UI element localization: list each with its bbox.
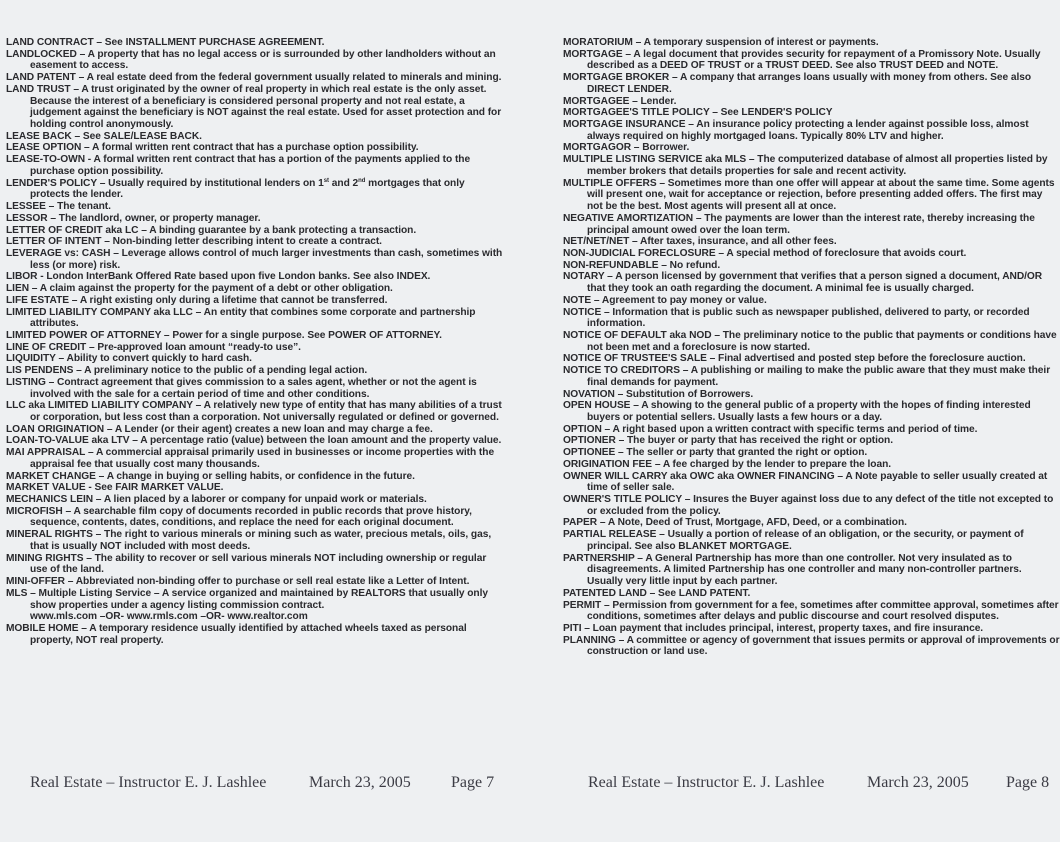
glossary-entry: PARTNERSHIP – A General Partnership has more than one controller. Not very insulated as to disagreements. A limited Partnership has one controller and many non-controller partners. Usually very little input by each partner. [563, 552, 1022, 588]
footer-title: Real Estate – Instructor E. J. Lashlee [30, 774, 267, 791]
glossary-entry: LENDER'S POLICY – Usually required by institutional lenders on 1st and 2nd mortgages that only protects the lender. [6, 177, 465, 201]
glossary-entry: NON-REFUNDABLE – No refund. [563, 259, 721, 271]
glossary-entry: OWNER'S TITLE POLICY – Insures the Buyer against loss due to any defect of the title not excepted to or excluded from the policy. [563, 494, 1054, 517]
glossary-entry: NOTE – Agreement to pay money or value. [563, 294, 767, 306]
glossary-entry: LISTING – Contract agreement that gives commission to a sales agent, whether or not the agent is involved with the sale for a certain period of time and other conditions. [6, 376, 477, 400]
glossary-entry: LLC aka LIMITED LIABILITY COMPANY – A relatively new type of entity that has many abilities of a trust or corporation, but less cost than a corporation. Not universally regulated or defined or governed. [6, 400, 502, 423]
glossary-entry: OPTIONER – The buyer or party that has received the right or option. [563, 435, 894, 447]
glossary-entry: MORTGAGE INSURANCE – An insurance policy protecting a lender against possible loss, almost always required on highly mortgaged loans. Typically 80% LTV and higher. [563, 119, 1029, 142]
glossary-entry: NOVATION – Substitution of Borrowers. [563, 388, 754, 400]
footer-title: Real Estate – Instructor E. J. Lashlee [588, 774, 825, 791]
footer-page-number: Page 7 [451, 774, 495, 791]
glossary-entry: MINING RIGHTS – The ability to recover or sell various minerals NOT including ownership or regular use of the land. [6, 552, 487, 576]
glossary-entry: MINERAL RIGHTS – The right to various minerals or mining such as water, precious metals, oils, gas, that is usually NOT included with most deeds. [6, 529, 492, 552]
glossary-entry: OWNER WILL CARRY aka OWC aka OWNER FINANCING – A Note payable to seller usually created at time of seller sale. [563, 470, 1048, 494]
glossary-entry: NOTICE OF TRUSTEE'S SALE – Final advertised and posted step before the foreclosure auction. [563, 353, 1026, 365]
glossary-entry: NET/NET/NET – After taxes, insurance, and all other fees. [563, 236, 837, 248]
glossary-entry: LAND CONTRACT – See INSTALLMENT PURCHASE AGREEMENT. [6, 37, 325, 48]
glossary-entry: OPTION – A right based upon a written contract with specific terms and period of time. [563, 423, 978, 435]
glossary-entry: NOTARY – A person licensed by government that verifies that a person signed a document, AND/OR that they took an oath regarding the document. A minimal fee is usually charged. [563, 271, 1043, 295]
footer-page-number: Page 8 [1006, 774, 1050, 791]
glossary-entry: LESSOR – The landlord, owner, or property manager. [6, 212, 261, 224]
glossary-entry: PAPER – A Note, Deed of Trust, Mortgage, AFD, Deed, or a combination. [563, 517, 907, 529]
glossary-entry: MICROFISH – A searchable film copy of documents recorded in public records that prove history, sequence, contents, dates, conditions, and replace the need for each original document. [6, 505, 472, 529]
glossary-entry: MINI-OFFER – Abbreviated non-binding offer to purchase or sell real estate like a Letter of Intent. [6, 576, 470, 588]
glossary-entry: PERMIT – Permission from government for a fee, sometimes after committee approval, sometimes after conditions, sometimes after delays and public discourse and court resolved disputes. [563, 599, 1059, 623]
glossary-entry: OPEN HOUSE – A showing to the general public of a property with the hopes of finding interested buyers or potential sellers. Usually lasts a few hours or a day. [563, 400, 1031, 423]
glossary-entry: PATENTED LAND – See LAND PATENT. [563, 587, 751, 599]
glossary-entry: PARTIAL RELEASE – Usually a portion of release of an obligation, or the security, or payment of principal. See also BLANKET MORTGAGE. [563, 529, 1024, 552]
glossary-entry: LAND TRUST – A trust originated by the owner of real property in which real estate is the only asset. Because the interest of a beneficiary is considered personal property and not real estate, a judgement against the beneficiary is NOT against the real estate. Used for asset protection and for holding control anonymously. [6, 83, 502, 131]
glossary-entry: LEASE-TO-OWN - A formal written rent contract that has a portion of the payments applied to the purchase option possibility. [6, 154, 471, 177]
glossary-entry: LIMITED LIABILITY COMPANY aka LLC – An entity that combines some corporate and partnership attributes. [6, 306, 476, 330]
glossary-entry: MORTGAGOR – Borrower. [563, 142, 690, 154]
glossary-entry: LAND PATENT – A real estate deed from the federal government usually related to minerals and mining. [6, 72, 502, 84]
glossary-entry: LESSEE – The tenant. [6, 201, 111, 213]
glossary-entry: MORTGAGE BROKER – A company that arranges loans usually with money from others. See also DIRECT LENDER. [563, 72, 1032, 95]
glossary-entry: MORATORIUM – A temporary suspension of interest or payments. [563, 37, 879, 48]
footer-date: March 23, 2005 [309, 774, 411, 791]
glossary-list [563, 37, 1060, 658]
glossary-entry: ORIGINATION FEE – A fee charged by the lender to prepare the loan. [563, 458, 892, 470]
glossary-entry: MOBILE HOME – A temporary residence usually identified by attached wheels taxed as personal property, NOT real property. [6, 622, 467, 646]
glossary-entry: MULTIPLE OFFERS – Sometimes more than one offer will appear at about the same time. Some agents will present one, wait for acceptance or rejection, before presenting added offers. The first may not be the best. Most agents will present all at once. [563, 177, 1055, 213]
glossary-entry: LIMITED POWER OF ATTORNEY – Power for a single purpose. See POWER OF ATTORNEY. [6, 329, 442, 341]
footer-date: March 23, 2005 [867, 774, 969, 791]
glossary-entry: NOTICE – Information that is public such as newspaper published, delivered to party, or recorded information. [563, 306, 1030, 330]
glossary-entry: MLS – Multiple Listing Service – A service organized and maintained by REALTORS that usually only show properties under a agency listing commission contract. [6, 587, 488, 611]
glossary-entry: LIQUIDITY – Ability to convert quickly to hard cash. [6, 353, 252, 365]
glossary-entry: NOTICE OF DEFAULT aka NOD – The preliminary notice to the public that payments or conditions have not been met and a foreclosure is now started. [563, 329, 1057, 353]
glossary-entry: NEGATIVE AMORTIZATION – The payments are lower than the interest rate, thereby increasing the principal amount owed over the loan term. [563, 212, 1035, 236]
glossary-entry: LOAN ORIGINATION – A Lender (or their agent) creates a new loan and may charge a fee. [6, 423, 433, 435]
glossary-entry: MAI APPRAISAL – A commercial appraisal primarily used in businesses or income properties with the appraisal fee that usually cost many thousands. [6, 447, 495, 470]
glossary-entry: PLANNING – A committee or agency of government that issues permits or approval of improvements or construction or land use. [563, 634, 1060, 658]
page-8 [530, 0, 1060, 842]
glossary-entry: LINE OF CREDIT – Pre-approved loan amount “ready-to use”. [6, 341, 301, 353]
glossary-entry: MORTGAGEE'S TITLE POLICY – See LENDER'S POLICY [563, 107, 833, 119]
glossary-entry: LIS PENDENS – A preliminary notice to the public of a pending legal action. [6, 365, 368, 377]
glossary-entry: MORTGAGEE – Lender. [563, 95, 677, 107]
glossary-entry: LEVERAGE vs: CASH – Leverage allows control of much larger investments than cash, sometimes with less (or more) risk. [6, 247, 503, 271]
glossary-entry: PITI – Loan payment that includes principal, interest, property taxes, and fire insurance. [563, 622, 984, 634]
glossary-entry: LETTER OF INTENT – Non-binding letter describing intent to create a contract. [6, 236, 382, 248]
glossary-entry: LANDLOCKED – A property that has no legal access or is surrounded by other landholders without an easement to access. [6, 48, 496, 72]
glossary-entry: LIEN – A claim against the property for the payment of a debt or other obligation. [6, 283, 393, 295]
glossary-entry: NON-JUDICIAL FORECLOSURE – A special method of foreclosure that avoids court. [563, 247, 967, 259]
glossary-entry: www.mls.com –OR- www.rmls.com –OR- www.realtor.com [30, 611, 308, 623]
glossary-entry: NOTICE TO CREDITORS – A publishing or mailing to make the public aware that they must make their final demands for payment. [563, 365, 1051, 388]
glossary-entry: MECHANICS LEIN – A lien placed by a laborer or company for unpaid work or materials. [6, 494, 427, 506]
glossary-entry: LOAN-TO-VALUE aka LTV – A percentage ratio (value) between the loan amount and the property value. [6, 435, 502, 447]
glossary-entry: MARKET CHANGE – A change in buying or selling habits, or confidence in the future. [6, 470, 415, 482]
glossary-entry: LEASE OPTION – A formal written rent contract that has a purchase option possibility. [6, 142, 419, 154]
glossary-entry: MORTGAGE – A legal document that provides security for repayment of a Promissory Note. Usually described as a DEED OF TRUST or a TRUST DEED. See also TRUST DEED and NOTE. [563, 48, 1041, 72]
glossary-entry: MARKET VALUE - See FAIR MARKET VALUE. [6, 482, 224, 494]
glossary-entry: LETTER OF CREDIT aka LC – A binding guarantee by a bank protecting a transaction. [6, 224, 417, 236]
glossary-entry: MULTIPLE LISTING SERVICE aka MLS – The computerized database of almost all properties listed by member brokers that details properties for sale and recent activity. [563, 154, 1048, 177]
glossary-entry: LEASE BACK – See SALE/LEASE BACK. [6, 130, 202, 142]
glossary-entry: LIFE ESTATE – A right existing only during a lifetime that cannot be transferred. [6, 294, 388, 306]
glossary-entry: OPTIONEE – The seller or party that granted the right or option. [563, 447, 868, 459]
glossary-entry: LIBOR - London InterBank Offered Rate based upon five London banks. See also INDEX. [6, 271, 431, 283]
glossary-list [6, 37, 506, 646]
